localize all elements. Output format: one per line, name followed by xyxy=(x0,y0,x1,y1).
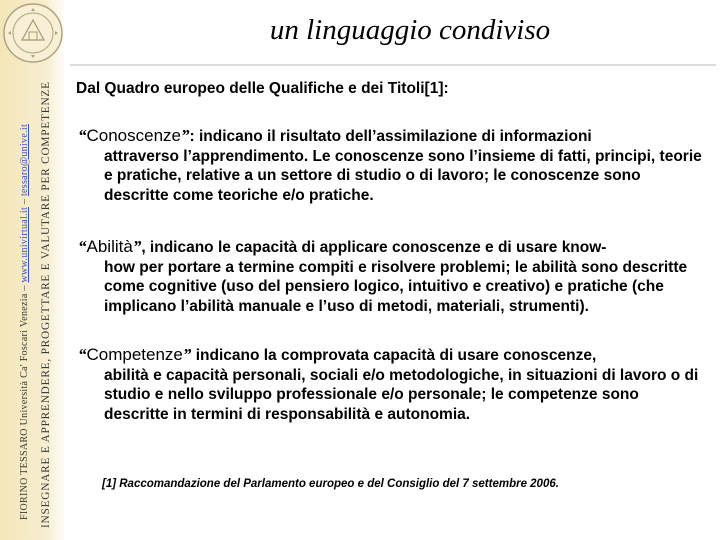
definition-competenze xyxy=(78,345,702,424)
definition-body: attraverso l’apprendimento. Le conoscenze sono l’insieme di fatti, principi, teorie e pratiche, relative a un settore di studio o di lavoro; le conoscenze sono descritte come teoriche e/o pratiche. xyxy=(104,147,702,204)
definition-first-line: , indicano le capacità di applicare conoscenze e di usare know- xyxy=(141,239,607,256)
definition-body: abilità e capacità personali, sociali e/o metodologiche, in situazioni di lavoro o di studio e nello sviluppo professionale e/o personale; le competenze sono descritte in termini di responsabilità e autonomia. xyxy=(104,366,699,423)
sidebar-band xyxy=(0,0,66,540)
slide-title: un linguaggio condiviso xyxy=(269,14,551,46)
course-title-line: INSEGNARE E APPRENDERE, PROGETTARE E VALUTARE PER COMPETENZE xyxy=(40,81,52,528)
open-quote: “ xyxy=(78,126,87,145)
close-quote: ” xyxy=(132,237,142,256)
close-quote: ” xyxy=(182,345,192,364)
term-competenze: Competenze xyxy=(86,345,183,364)
email-link[interactable]: tessaro@unive.it xyxy=(19,123,30,197)
open-quote: “ xyxy=(78,345,87,364)
definition-first-line: : indicano il risultato dell’assimilazione di informazioni xyxy=(189,128,592,145)
definition-first-line: indicano la comprovata capacità di usare conoscenze, xyxy=(191,347,597,364)
definition-body: how per portare a termine compiti e risolvere problemi; le abilità sono descritte come cognitive (uso del pensiero logico, intuitivo e creativo) e pratiche (che implicano l’abilità manuale e l’uso di metodi, materiali, strumenti). xyxy=(104,258,688,315)
author-affiliation-line xyxy=(19,124,30,520)
term-conoscenze: Conoscenze xyxy=(86,126,182,145)
term-abilita: Abilità xyxy=(86,237,133,256)
title-divider xyxy=(70,64,716,66)
definition-conoscenze xyxy=(78,126,702,205)
definition-abilita xyxy=(78,237,702,316)
close-quote: ” xyxy=(181,126,190,145)
intro-text: Dal Quadro europeo delle Qualifiche e dei Titoli[1]: xyxy=(76,80,449,97)
open-quote: “ xyxy=(78,237,87,256)
author-text: FIORINO TESSARO Università Ca' Foscari Venezia – xyxy=(19,282,30,520)
footnote: [1] Raccomandazione del Parlamento europeo e del Consiglio del 7 settembre 2006. xyxy=(102,478,559,490)
link-separator: – xyxy=(19,196,30,207)
university-seal-icon xyxy=(2,2,64,64)
univirtual-link[interactable]: www.univirtual.it xyxy=(19,206,30,283)
